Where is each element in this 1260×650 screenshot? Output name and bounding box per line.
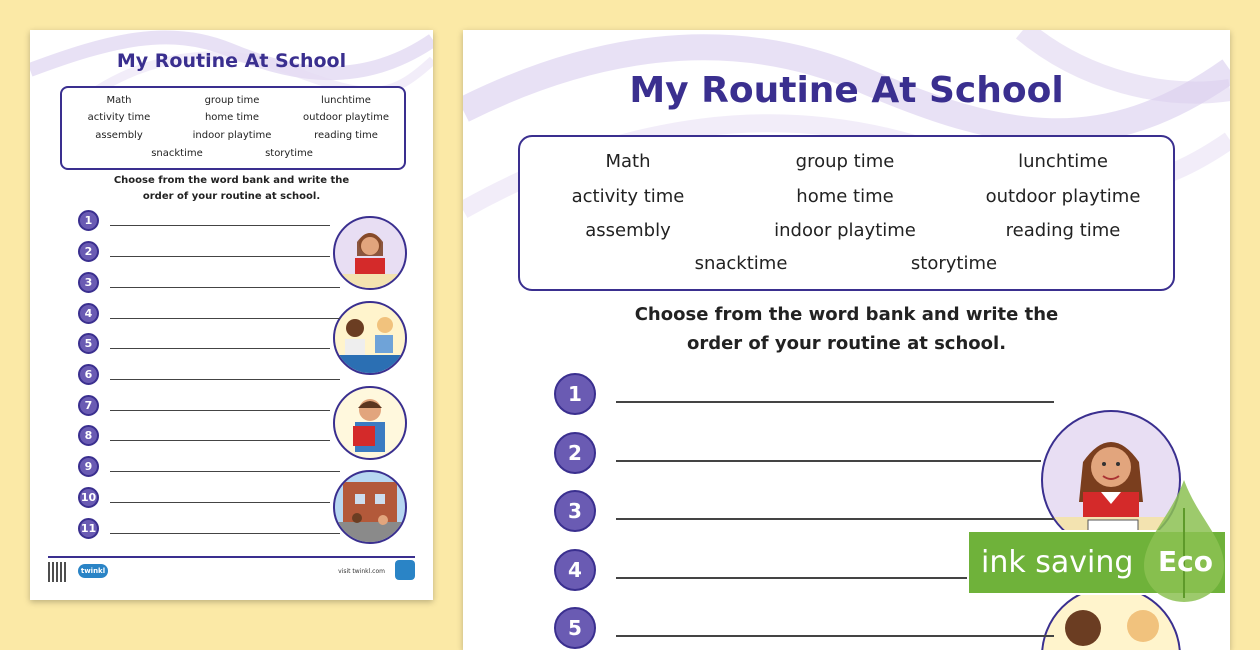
twinkl-logo: twinkl (78, 564, 108, 578)
row-number-badge: 4 (554, 549, 596, 591)
word-bank-item: outdoor playtime (302, 112, 390, 123)
row-number-badge: 10 (78, 487, 99, 508)
page-title: My Routine At School (116, 50, 347, 72)
word-bank-item: Math (605, 151, 651, 172)
word-bank-item: assembly (95, 130, 143, 141)
word-bank-item: home time (796, 186, 894, 207)
word-bank-item: indoor playtime (774, 220, 916, 241)
word-bank (518, 135, 1175, 291)
row-number-badge: 5 (78, 333, 99, 354)
row-number-badge: 1 (554, 373, 596, 415)
instructions: Choose from the word bank and write the order of your routine at school. (634, 304, 1059, 354)
word-bank-item: activity time (87, 112, 151, 123)
word-bank-item: outdoor playtime (985, 186, 1141, 207)
worksheet-preview-small (30, 30, 433, 600)
word-bank-item: activity time (571, 186, 685, 207)
word-bank (60, 86, 406, 170)
word-bank-item: indoor playtime (192, 130, 272, 141)
boy-reading-picture (333, 386, 407, 460)
word-bank-item: reading time (314, 130, 378, 141)
row-number-badge: 11 (78, 518, 99, 539)
answer-line[interactable] (110, 410, 330, 411)
answer-line[interactable] (616, 635, 1054, 637)
answer-line[interactable] (110, 256, 330, 257)
footer-divider (48, 556, 415, 558)
word-bank-item: Math (106, 95, 132, 106)
ink-saving-label: ink saving (981, 545, 1134, 580)
word-bank-item: storytime (910, 253, 998, 274)
eco-drop-icon (1140, 478, 1228, 603)
word-bank-item: home time (204, 112, 260, 123)
answer-line[interactable] (110, 379, 340, 380)
answer-line[interactable] (110, 225, 330, 226)
word-bank-item: snacktime (694, 253, 788, 274)
instructions: Choose from the word bank and write the order of your routine at school. (113, 175, 350, 202)
answer-line[interactable] (110, 348, 330, 349)
answer-line[interactable] (616, 518, 1054, 520)
row-number-badge: 4 (78, 303, 99, 324)
answer-line[interactable] (110, 502, 330, 503)
row-number-badge: 5 (554, 607, 596, 649)
row-number-badge: 9 (78, 456, 99, 477)
answer-line[interactable] (110, 318, 340, 319)
row-number-badge: 2 (78, 241, 99, 262)
answer-line[interactable] (616, 460, 1041, 462)
visit-link: visit twinkl.com (338, 568, 385, 575)
answer-line[interactable] (616, 401, 1054, 403)
word-bank-item: group time (795, 151, 895, 172)
word-bank-item: storytime (265, 148, 313, 159)
girl-writing-picture (333, 216, 407, 290)
answer-line[interactable] (110, 471, 340, 472)
qr-code (48, 562, 68, 582)
word-bank-item: snacktime (151, 148, 203, 159)
word-bank-item: lunchtime (321, 95, 371, 106)
eco-label: Eco (1158, 545, 1213, 578)
row-number-badge: 3 (78, 272, 99, 293)
children-eating-picture (333, 301, 407, 375)
row-number-badge: 1 (78, 210, 99, 231)
corner-badge-icon (395, 560, 415, 580)
answer-line[interactable] (110, 287, 340, 288)
row-number-badge: 2 (554, 432, 596, 474)
page-title: My Routine At School (629, 70, 1064, 111)
word-bank-item: group time (204, 95, 260, 106)
row-number-badge: 7 (78, 395, 99, 416)
word-bank-item: reading time (1005, 220, 1121, 241)
word-bank-item: assembly (585, 220, 671, 241)
row-number-badge: 3 (554, 490, 596, 532)
home-time-picture (333, 470, 407, 544)
word-bank-item: lunchtime (1018, 151, 1108, 172)
row-number-badge: 8 (78, 425, 99, 446)
answer-line[interactable] (110, 533, 340, 534)
row-number-badge: 6 (78, 364, 99, 385)
answer-line[interactable] (110, 440, 330, 441)
